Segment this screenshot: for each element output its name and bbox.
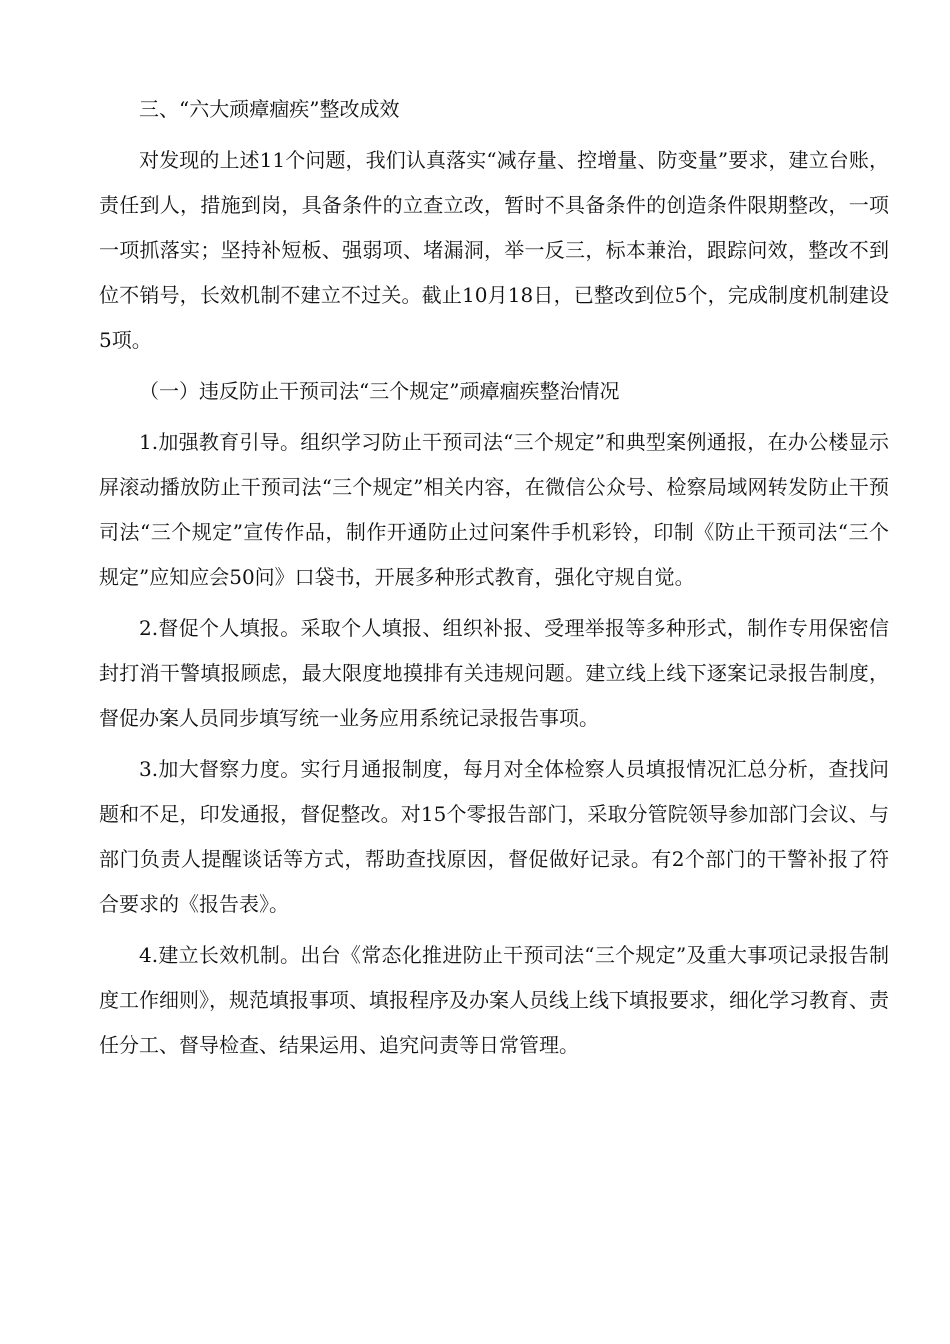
document-body bbox=[99, 87, 889, 1068]
list-item: 3.加大督察力度。实行月通报制度，每月对全体检察人员填报情况汇总分析，查找问题和不足，印发通报，督促整改。对15个零报告部门，采取分管院领导参加部门会议、与部门负责人提醒谈话等方式，帮助查找原因，督促做好记录。有2个部门的干警补报了符合要求的《报告表》。 bbox=[99, 757, 889, 916]
section-heading: 三、“六大顽瘴痼疾”整改成效 bbox=[139, 97, 400, 121]
list-item: 1.加强教育引导。组织学习防止干预司法“三个规定”和典型案例通报，在办公楼显示屏滚动播放防止干预司法“三个规定”相关内容，在微信公众号、检察局域网转发防止干预司法“三个规定”宣传作品，制作开通防止过问案件手机彩铃，印制《防止干预司法“三个规定”应知应会50问》口袋书，开展多种形式教育，强化守规自觉。 bbox=[99, 430, 889, 589]
subheading: （一）违反防止干预司法“三个规定”顽瘴痼疾整治情况 bbox=[139, 379, 620, 403]
list-item: 4.建立长效机制。出台《常态化推进防止干预司法“三个规定”及重大事项记录报告制度工作细则》，规范填报事项、填报程序及办案人员线上线下填报要求，细化学习教育、责任分工、督导检查、结果运用、追究问责等日常管理。 bbox=[99, 943, 889, 1057]
list-item: 2.督促个人填报。采取个人填报、组织补报、受理举报等多种形式，制作专用保密信封打消干警填报顾虑，最大限度地摸排有关违规问题。建立线上线下逐案记录报告制度，督促办案人员同步填写统一业务应用系统记录报告事项。 bbox=[99, 616, 889, 730]
intro-paragraph: 对发现的上述11个问题，我们认真落实“减存量、控增量、防变量”要求，建立台账，责任到人，措施到岗，具备条件的立查立改，暂时不具备条件的创造条件限期整改，一项一项抓落实；坚持补短板、强弱项、堵漏洞，举一反三，标本兼治，跟踪问效，整改不到位不销号，长效机制不建立不过关。截止10月18日，已整改到位5个，完成制度机制建设5项。 bbox=[99, 148, 889, 352]
